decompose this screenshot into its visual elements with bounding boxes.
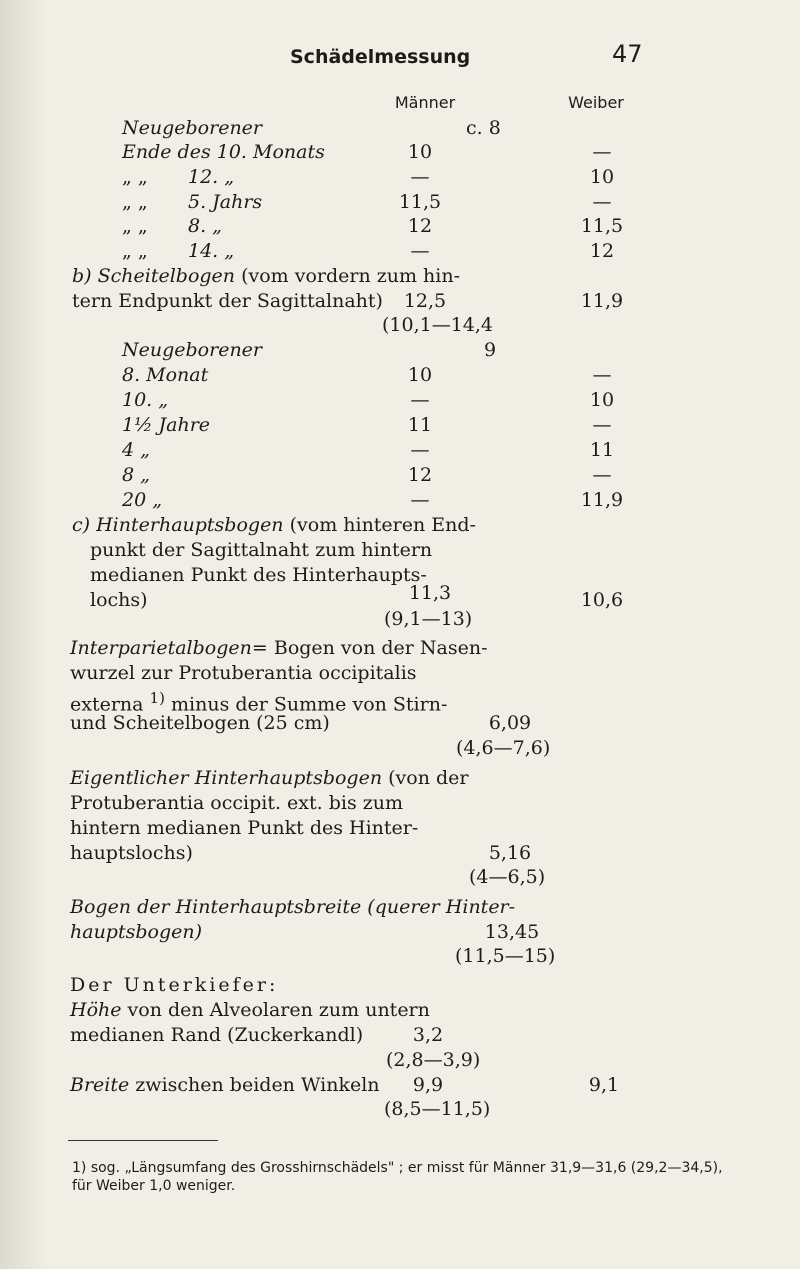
- table-cell-weiber: 11: [589, 439, 615, 461]
- section-title: Interparietalbogen: [70, 637, 252, 659]
- measurement-value: 13,45: [484, 921, 540, 943]
- ditto-marks: „ „: [122, 215, 148, 237]
- table-cell-weiber: —: [592, 141, 612, 163]
- ditto-marks: „ „: [122, 240, 148, 262]
- table-cell-maenner: 10: [407, 364, 433, 386]
- table-cell-maenner: —: [410, 489, 430, 511]
- table-cell-maenner: 11,3: [408, 582, 452, 604]
- section-text: tern Endpunkt der Sagittalnaht): [72, 290, 383, 312]
- section-letter: b): [72, 265, 92, 287]
- table-row-label: 8. Monat: [122, 364, 209, 386]
- section-text: minus der Summe von Stirn-: [171, 693, 448, 716]
- table-row-label: 10. „: [122, 389, 169, 411]
- table-cell-weiber: 11,9: [580, 290, 624, 312]
- section-text: und Scheitelbogen (25 cm): [70, 712, 330, 734]
- table-cell-maenner: 3,2: [412, 1024, 444, 1046]
- hoehe-heading: [70, 999, 430, 1021]
- footnote-text: 1) sog. „Längsumfang des Grosshirnschädels" ; er misst für Männer 31,9—31,6 (29,2—34,5),: [72, 1160, 723, 1176]
- table-cell-weiber: —: [592, 464, 612, 486]
- section-text: (von der: [388, 767, 469, 789]
- table-row-label: 20 „: [122, 489, 163, 511]
- table-cell-maenner: 12: [407, 464, 433, 486]
- page-number: 47: [612, 40, 643, 68]
- section-text: hintern medianen Punkt des Hinter-: [70, 817, 419, 839]
- table-cell-weiber: 11,5: [580, 215, 624, 237]
- table-cell-weiber: —: [592, 414, 612, 436]
- footnote-rule: [68, 1140, 218, 1141]
- section-text: von den Alveolaren zum untern: [127, 999, 430, 1021]
- ditto-marks: „ „: [122, 166, 148, 188]
- table-row-label: 4 „: [122, 439, 150, 461]
- table-cell-weiber: —: [592, 191, 612, 213]
- table-cell-maenner: —: [410, 166, 430, 188]
- range-value: (9,1—13): [384, 608, 473, 630]
- section-text: wurzel zur Protuberantia occipitalis: [70, 662, 417, 684]
- table-row-label: 14. „: [188, 240, 235, 262]
- table-cell-maenner: 12,5: [403, 290, 447, 312]
- range-value: (4,6—7,6): [456, 737, 551, 759]
- breite-heading: [70, 1074, 380, 1096]
- neugeborener-label: Neugeborener: [122, 117, 263, 139]
- ditto-marks: „ „: [122, 191, 148, 213]
- column-header-weiber: Weiber: [568, 93, 624, 112]
- section-title: Hinterhauptsbogen: [96, 514, 284, 536]
- table-cell-weiber: 11,9: [580, 489, 624, 511]
- table-cell-maenner: —: [410, 240, 430, 262]
- table-cell-maenner: 11: [407, 414, 433, 436]
- table-row-label: Ende des 10. Monats: [122, 141, 325, 163]
- range-value: (4—6,5): [469, 866, 546, 888]
- table-row-label: 8. „: [188, 215, 223, 237]
- section-text: hauptsbogen): [70, 921, 203, 943]
- range-value: (10,1—14,4: [382, 314, 494, 336]
- section-letter: c): [72, 514, 91, 536]
- section-text: hauptslochs): [70, 842, 193, 864]
- section-text: (vom hinteren End-: [289, 514, 476, 536]
- section-title: Scheitelbogen: [97, 265, 236, 287]
- table-cell-weiber: 9,1: [588, 1074, 620, 1096]
- footnote-marker: 1): [149, 689, 165, 707]
- table-cell-maenner: —: [410, 439, 430, 461]
- measurement-value: 5,16: [488, 842, 532, 864]
- table-row-label: 8 „: [122, 464, 150, 486]
- running-title: Schädelmessung: [290, 46, 471, 68]
- section-c-heading: [72, 514, 476, 536]
- measurement-value: 6,09: [488, 712, 532, 734]
- section-text: Protuberantia occipit. ext. bis zum: [70, 792, 404, 814]
- section-text: zwischen beiden Winkeln: [135, 1074, 380, 1096]
- table-row-label: 5. Jahrs: [188, 191, 263, 213]
- eigentlicher-heading: [70, 767, 468, 789]
- section-text: lochs): [90, 589, 148, 611]
- section-text: externa: [70, 693, 144, 716]
- range-value: (2,8—3,9): [386, 1049, 481, 1071]
- table-cell-maenner: —: [410, 389, 430, 411]
- hinterhauptsbreite-heading: Bogen der Hinterhauptsbreite (querer Hinter-: [70, 896, 516, 918]
- footnote-text: für Weiber 1,0 weniger.: [72, 1178, 236, 1194]
- section-text: = Bogen von der Nasen-: [251, 637, 488, 659]
- interparietal-heading: [70, 637, 488, 659]
- section-text: medianen Rand (Zuckerkandl): [70, 1024, 364, 1046]
- section-title: Breite: [70, 1074, 130, 1096]
- table-row-label: 12. „: [188, 166, 235, 188]
- page-gutter-shadow: [0, 0, 48, 1269]
- neugeborener-value: c. 8: [466, 117, 501, 139]
- table-cell-weiber: 10,6: [580, 589, 624, 611]
- table-cell-weiber: —: [592, 364, 612, 386]
- section-text: (vom vordern zum hin-: [241, 265, 461, 287]
- table-cell-weiber: 12: [589, 240, 615, 262]
- table-cell-maenner: 10: [407, 141, 433, 163]
- section-text: medianen Punkt des Hinterhaupts-: [90, 564, 427, 586]
- table-cell-maenner: 11,5: [398, 191, 442, 213]
- section-b-heading: [72, 265, 460, 287]
- table-cell-maenner: 9,9: [412, 1074, 444, 1096]
- table-cell-maenner: 12: [407, 215, 433, 237]
- table-row-label: 1½ Jahre: [122, 414, 211, 436]
- neugeborener-label: Neugeborener: [122, 339, 263, 361]
- section-text: punkt der Sagittalnaht zum hintern: [90, 539, 433, 561]
- table-cell-weiber: 10: [589, 166, 615, 188]
- neugeborener-value: 9: [484, 339, 497, 361]
- range-value: (8,5—11,5): [384, 1098, 491, 1120]
- section-title: Eigentlicher Hinterhauptsbogen: [70, 767, 383, 789]
- range-value: (11,5—15): [455, 945, 556, 967]
- unterkiefer-heading: Der Unterkiefer:: [70, 974, 279, 996]
- column-header-maenner: Männer: [394, 93, 456, 112]
- table-cell-weiber: 10: [589, 389, 615, 411]
- section-title: Höhe: [70, 999, 122, 1021]
